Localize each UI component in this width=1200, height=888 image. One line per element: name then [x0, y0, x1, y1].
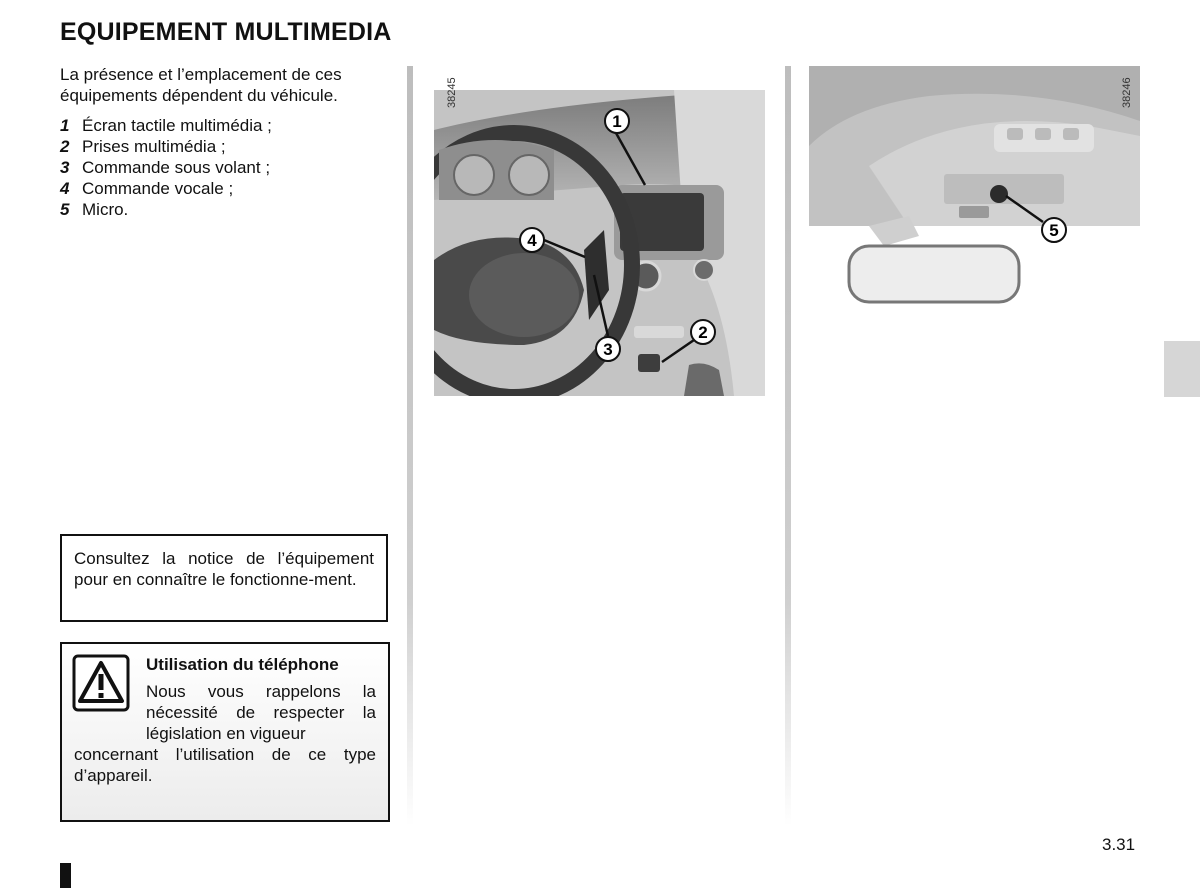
item-label: Micro.: [82, 200, 129, 219]
item-number: 5: [60, 200, 70, 219]
callout-2: [662, 320, 715, 362]
page-number: 3.31: [1102, 835, 1136, 854]
intro-paragraph: La présence et l’emplacement de ces équipements dépendent du véhicule.: [60, 65, 342, 105]
figure-code-38245: 38245: [446, 77, 458, 108]
callout-5: [1006, 196, 1066, 242]
info-note-box: Consultez la notice de l’équipement pour en connaître le fonctionne-ment.: [60, 534, 388, 622]
svg-text:2: 2: [698, 323, 708, 342]
svg-text:1: 1: [612, 112, 622, 131]
svg-text:4: 4: [527, 231, 537, 250]
item-label: Écran tactile multimédia ;: [82, 116, 272, 135]
warning-body-indented: Nous vous rappelons la nécessité de respecter la législation en vigueur: [146, 682, 376, 743]
item-label: Prises multimédia ;: [82, 137, 226, 156]
item-label: Commande sous volant ;: [82, 158, 271, 177]
warning-body-rest: concernant l’utilisation de ce type d’appareil.: [74, 745, 376, 785]
item-number: 4: [60, 179, 70, 198]
callout-4: [520, 228, 585, 257]
page-title: EQUIPEMENT MULTIMEDIA: [60, 18, 392, 46]
item-number: 2: [60, 137, 70, 156]
item-number: 3: [60, 158, 70, 177]
svg-text:3: 3: [603, 340, 613, 359]
callout-3: [594, 275, 620, 361]
figure-code-38246: 38246: [1121, 77, 1133, 108]
svg-text:5: 5: [1049, 221, 1059, 240]
item-number: 1: [60, 116, 70, 135]
section-thumb-tab: [1164, 341, 1200, 397]
corner-mark: [60, 863, 71, 888]
item-label: Commande vocale ;: [82, 179, 234, 198]
warning-title: Utilisation du téléphone: [146, 655, 339, 674]
callout-1: [605, 109, 645, 185]
